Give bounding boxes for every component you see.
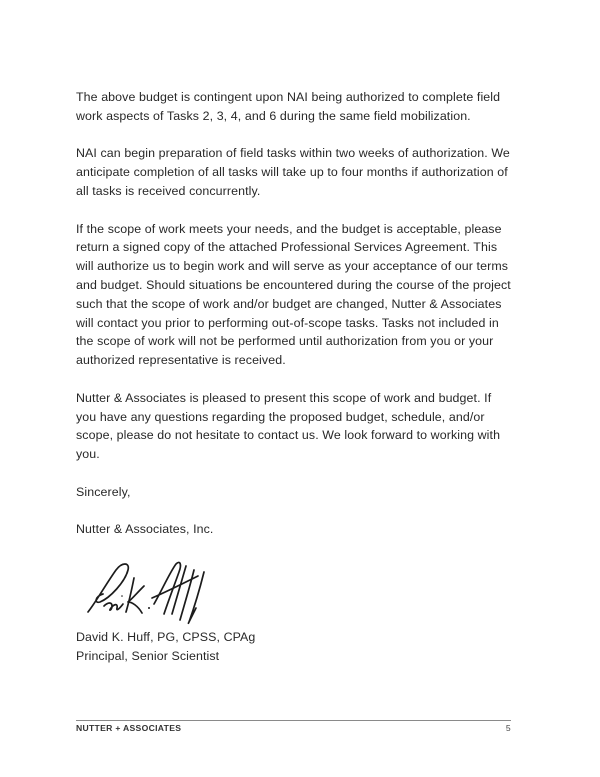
signer-title: Principal, Senior Scientist (76, 648, 220, 663)
footer-company-name: NUTTER + ASSOCIATES (76, 723, 182, 733)
paragraph-agreement-terms: If the scope of work meets your needs, and the budget is acceptable, please return a signed copy of the attached Professional Services Agreement. This will authorize us to begin work and will serve as your acceptance of our terms and budget. Should situations be encountered during the course of the project such that the scope of work and/or budget are changed, Nutter & Associates will contact you prior to performing out-of-scope tasks. Tasks not included in the scope of work will not be performed until authorization from you or your authorized representative is received. (76, 221, 511, 368)
signer-name: David K. Huff, PG, CPSS, CPAg (76, 629, 256, 644)
handwritten-signature (76, 558, 512, 626)
footer-rule (76, 720, 511, 721)
signature-icon (82, 558, 214, 626)
footer-page-number: 5 (505, 723, 511, 733)
footer-row (76, 723, 511, 733)
paragraph-closing-statement: Nutter & Associates is pleased to present this scope of work and budget. If you have any questions regarding the proposed budget, schedule, and/or scope, please do not hesitate to contact us. We look forward to working with you. (76, 390, 501, 462)
closing-salutation: Sincerely, (76, 484, 131, 499)
company-name: Nutter & Associates, Inc. (76, 522, 214, 537)
letter-body (76, 88, 512, 666)
page-footer (76, 720, 511, 733)
paragraph-schedule: NAI can begin preparation of field tasks within two weeks of authorization. We anticipate completion of all tasks will take up to four months if authorization of all tasks is received concurrently. (76, 146, 510, 198)
paragraph-budget-contingency: The above budget is contingent upon NAI being authorized to complete field work aspects of Tasks 2, 3, 4, and 6 during the same field mobilization. (76, 90, 501, 123)
